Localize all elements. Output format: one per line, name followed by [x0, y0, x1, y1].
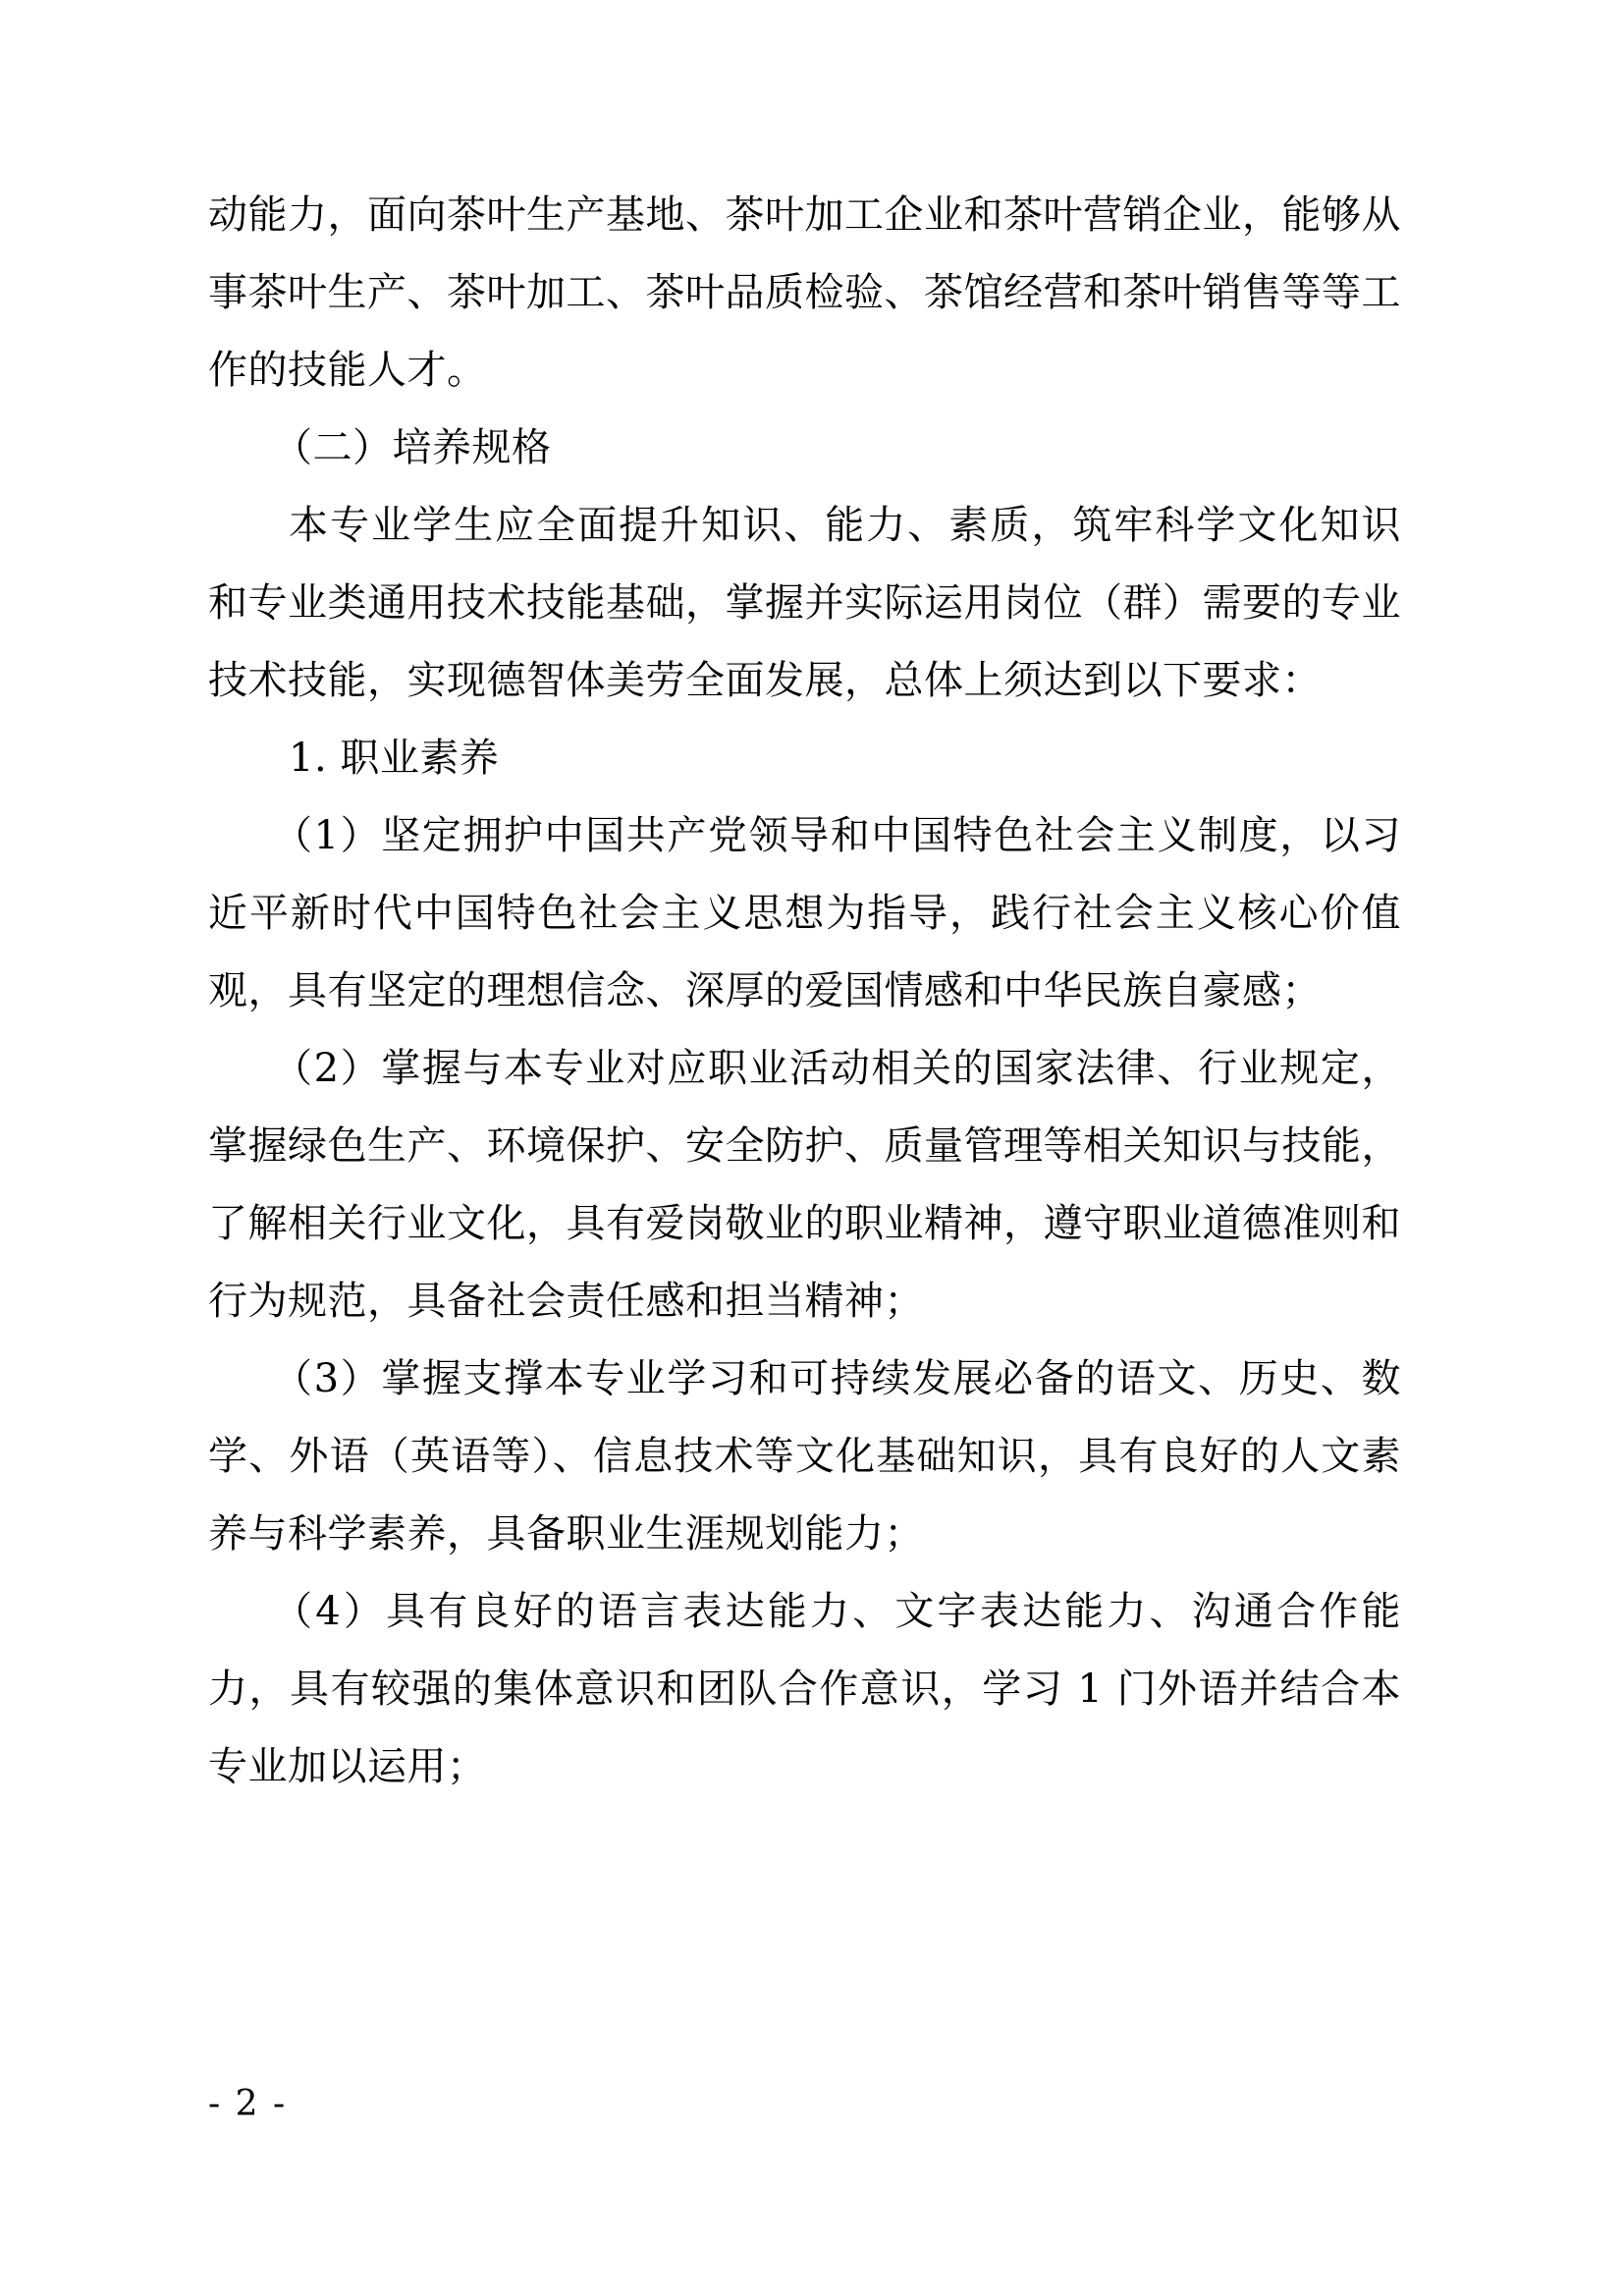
- document-body: [208, 177, 1401, 1806]
- paragraph-item-4: （4）具有良好的语言表达能力、文字表达能力、沟通合作能力，具有较强的集体意识和团队合作意识，学习 1 门外语并结合本专业加以运用；: [208, 1589, 1401, 1789]
- subsection-heading-professional-quality: 1. 职业素养: [289, 736, 500, 781]
- paragraph-overview: 本专业学生应全面提升知识、能力、素质，筑牢科学文化知识和专业类通用技术技能基础，掌握并实际运用岗位（群）需要的专业技术技能，实现德智体美劳全面发展，总体上须达到以下要求：: [208, 503, 1401, 703]
- paragraph-item-3: （3）掌握支撑本专业学习和可持续发展必备的语文、历史、数学、外语（英语等）、信息技术等文化基础知识，具有良好的人文素养与科学素养，具备职业生涯规划能力；: [208, 1356, 1401, 1557]
- paragraph-item-1: （1）坚定拥护中国共产党领导和中国特色社会主义制度，以习近平新时代中国特色社会主义思想为指导，践行社会主义核心价值观，具有坚定的理想信念、深厚的爱国情感和中华民族自豪感；: [208, 813, 1401, 1013]
- paragraph-continuation: 动能力，面向茶叶生产基地、茶叶加工企业和茶叶营销企业，能够从事茶叶生产、茶叶加工、茶叶品质检验、茶馆经营和茶叶销售等等工作的技能人才。: [208, 192, 1401, 393]
- section-heading-training-spec: （二）培养规格: [273, 425, 552, 470]
- paragraph-item-2: （2）掌握与本专业对应职业活动相关的国家法律、行业规定，掌握绿色生产、环境保护、安全防护、质量管理等相关知识与技能，了解相关行业文化，具有爱岗敬业的职业精神，遵守职业道德准则和行为规范，具备社会责任感和担当精神；: [208, 1046, 1401, 1324]
- page-number: - 2 -: [208, 2084, 288, 2124]
